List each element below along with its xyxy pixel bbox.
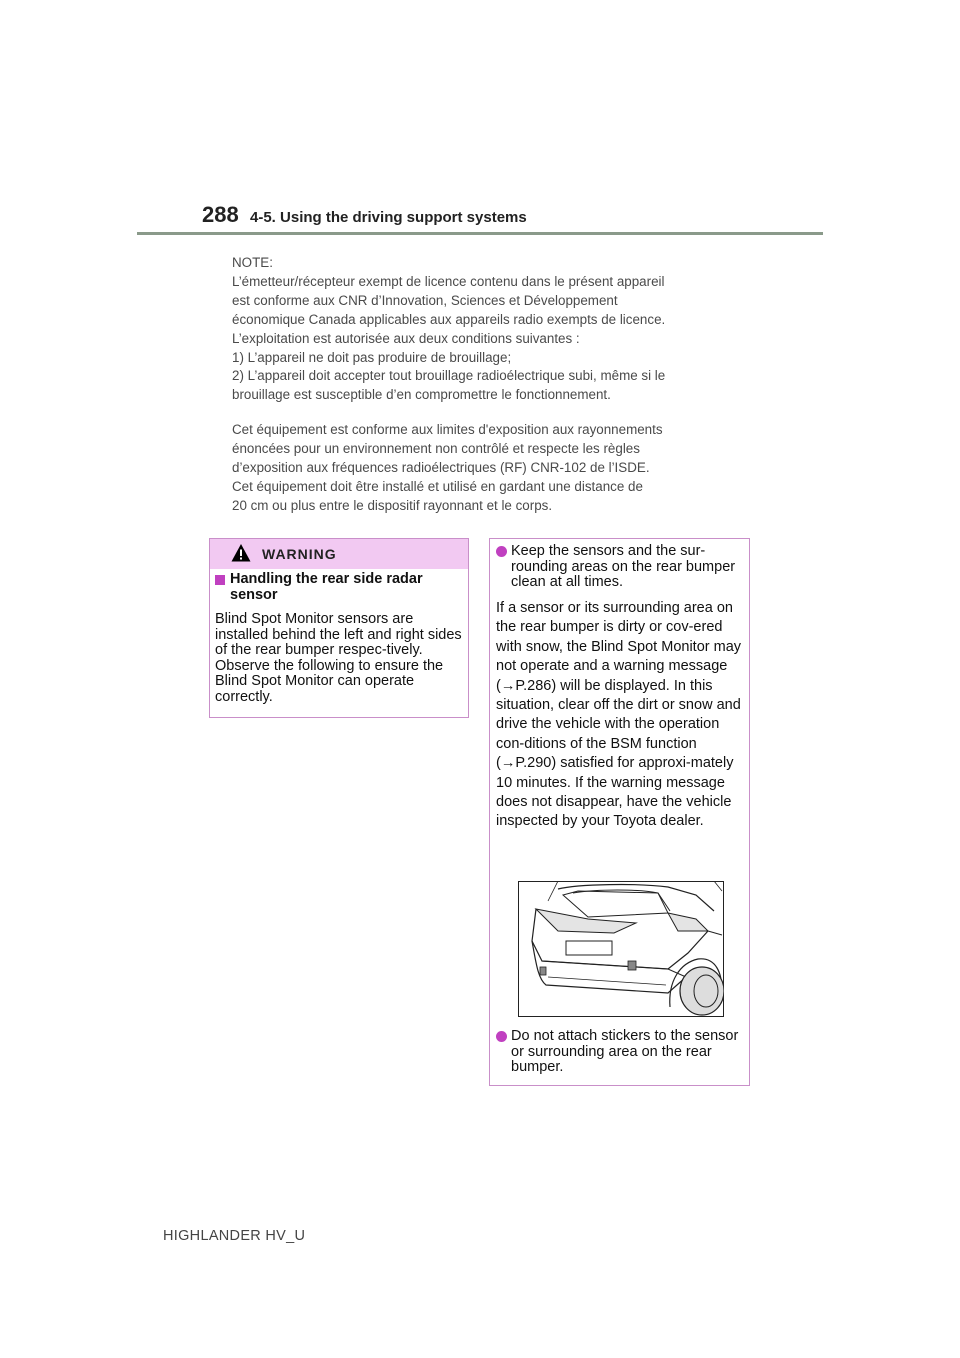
header-divider — [137, 232, 823, 235]
warning-heading — [215, 572, 463, 603]
regulatory-notice — [232, 254, 752, 516]
bullet-text: Do not attach stickers to the sensor or surrounding area on the rear bumper. — [511, 1028, 739, 1076]
notice-line: brouillage est susceptible d’en compromettre le fonctionnement. — [232, 387, 611, 403]
notice-line: d’exposition aux fréquences radioélectriques (RF) CNR-102 de l’ISDE. — [232, 460, 650, 476]
notice-line: NOTE: — [232, 255, 273, 270]
notice-line: L’émetteur/récepteur exempt de licence contenu dans le présent appareil — [232, 273, 665, 289]
notice-line: est conforme aux CNR d’Innovation, Sciences et Développement — [232, 292, 618, 308]
warning-triangle-icon — [231, 543, 251, 563]
notice-line: L’exploitation est autorisée aux deux conditions suivantes : — [232, 330, 580, 346]
warning-header — [210, 539, 468, 569]
page-number: 288 — [202, 202, 239, 227]
warning-heading-text: Handling the rear side radar sensor — [230, 571, 423, 603]
warning-box — [209, 538, 469, 718]
bullet-item — [496, 1029, 746, 1076]
rear-bumper-illustration — [518, 881, 724, 1017]
notice-line: Cet équipement doit être installé et utilisé en gardant une distance de — [232, 478, 643, 494]
notice-line: Cet équipement est conforme aux limites d'exposition aux rayonnements — [232, 422, 663, 438]
body-paragraph: If a sensor or its surrounding area on the rear bumper is dirty or cov-ered with snow, the Blind Spot Monitor may not operate and a warning message (→P.286) will be displayed. In this situation, clear off the dirt or snow and drive the vehicle with the operation con-ditions of the BSM function (→P.290) satisfied for approxi-mately 10 minutes. If the warning message does not disappear, have the vehicle inspected by your Toyota dealer. — [496, 600, 742, 830]
warning-title: WARNING — [262, 546, 337, 562]
bullet-item — [496, 544, 746, 591]
warning-body: Blind Spot Monitor sensors are installed behind the left and right sides of the rear bumper respec-tively. Observe the following to ensure the Blind Spot Monitor can operate correctly. — [215, 611, 462, 705]
section-title: 4-5. Using the driving support systems — [250, 209, 527, 226]
square-bullet-icon — [215, 575, 225, 585]
notice-line: économique Canada applicables aux appareils radio exempts de licence. — [232, 311, 666, 327]
warning-box-continued — [489, 538, 750, 1086]
notice-line: énoncées pour un environnement non contrôlé et respecte les règles — [232, 441, 640, 457]
footer-model-name: HIGHLANDER HV_U — [163, 1228, 306, 1244]
notice-line: 20 cm ou plus entre le dispositif rayonnant et le corps. — [232, 497, 553, 513]
circle-bullet-icon — [496, 546, 507, 557]
notice-line: 2) L’appareil doit accepter tout brouillage radioélectrique subi, même si le — [232, 368, 666, 384]
notice-line: 1) L’appareil ne doit pas produire de brouillage; — [232, 349, 512, 365]
circle-bullet-icon — [496, 1031, 507, 1042]
bullet-text: Keep the sensors and the sur-rounding areas on the rear bumper clean at all times. — [511, 543, 736, 591]
